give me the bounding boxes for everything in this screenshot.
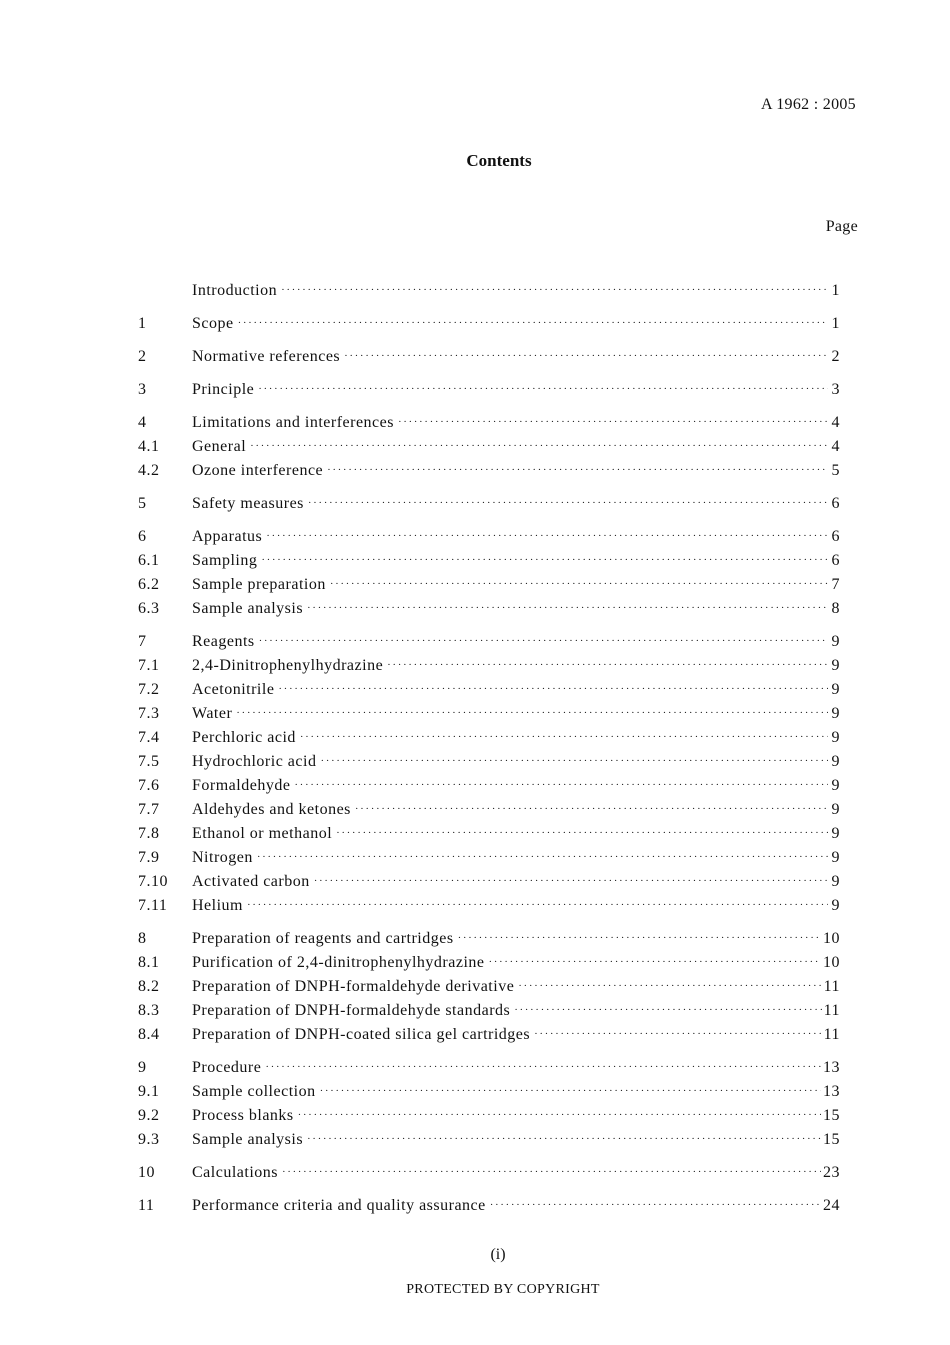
toc-entry-title: Scope — [192, 315, 234, 332]
toc-entry[interactable] — [138, 681, 840, 705]
toc-entry-number: 3 — [138, 381, 147, 398]
toc-entry-page: 9 — [831, 825, 840, 842]
dot-leader — [458, 932, 821, 944]
toc-entry[interactable] — [138, 1107, 840, 1131]
toc-entry-title: Hydrochloric acid — [192, 753, 317, 770]
toc-entry-title: Preparation of reagents and cartridges — [192, 930, 454, 947]
toc-entry-title: 2,4-Dinitrophenylhydrazine — [192, 657, 384, 674]
toc-entry-title: Calculations — [192, 1164, 278, 1181]
toc-group — [138, 1197, 840, 1221]
toc-entry-page: 10 — [823, 930, 840, 947]
toc-entry-title: Preparation of DNPH-formaldehyde standards — [192, 1002, 511, 1019]
table-of-contents — [138, 282, 840, 1230]
toc-entry[interactable] — [138, 495, 840, 519]
toc-entry-number: 9.2 — [138, 1107, 160, 1124]
toc-entry-page: 9 — [831, 873, 840, 890]
toc-entry-number: 11 — [138, 1197, 155, 1214]
toc-entry-title: Acetonitrile — [192, 681, 275, 698]
dot-leader — [298, 1109, 821, 1121]
dot-leader — [488, 956, 821, 968]
toc-group — [138, 528, 840, 624]
toc-entry-page: 9 — [831, 801, 840, 818]
toc-entry-title: Ozone interference — [192, 462, 324, 479]
toc-entry-title: Preparation of DNPH-coated silica gel cartridges — [192, 1026, 531, 1043]
toc-entry[interactable] — [138, 801, 840, 825]
toc-entry-page: 9 — [831, 705, 840, 722]
toc-entry-number: 5 — [138, 495, 147, 512]
dot-leader — [534, 1028, 821, 1040]
toc-entry-title: Sample collection — [192, 1083, 316, 1100]
toc-entry-number: 7.2 — [138, 681, 160, 698]
dot-leader — [300, 731, 828, 743]
toc-entry-page: 11 — [823, 1002, 840, 1019]
toc-entry-number: 9 — [138, 1059, 147, 1076]
dot-leader — [294, 779, 828, 791]
copyright-footer: PROTECTED BY COPYRIGHT — [406, 1282, 600, 1297]
dot-leader — [518, 980, 821, 992]
toc-entry-title: Sample preparation — [192, 576, 326, 593]
toc-entry-title: Procedure — [192, 1059, 262, 1076]
toc-entry-number: 7.11 — [138, 897, 168, 914]
toc-group — [138, 414, 840, 486]
toc-entry-page: 9 — [831, 681, 840, 698]
toc-group — [138, 348, 840, 372]
toc-entry-number: 7.8 — [138, 825, 160, 842]
toc-entry-title: Aldehydes and ketones — [192, 801, 351, 818]
dot-leader — [307, 1133, 821, 1145]
dot-leader — [308, 497, 828, 509]
toc-entry-page: 6 — [831, 495, 840, 512]
dot-leader — [314, 875, 828, 887]
toc-entry[interactable] — [138, 1059, 840, 1083]
toc-entry[interactable] — [138, 633, 840, 657]
dot-leader — [258, 383, 828, 395]
dot-leader — [259, 635, 828, 647]
toc-entry-page: 5 — [831, 462, 840, 479]
toc-group — [138, 282, 840, 306]
toc-entry-number: 8.2 — [138, 978, 160, 995]
toc-entry-page: 7 — [831, 576, 840, 593]
toc-entry-title: Safety measures — [192, 495, 304, 512]
toc-entry-page: 13 — [823, 1059, 840, 1076]
page-number: (i) — [490, 1246, 506, 1263]
toc-entry-title: Principle — [192, 381, 255, 398]
toc-entry-page: 9 — [831, 729, 840, 746]
toc-entry-page: 9 — [831, 777, 840, 794]
dot-leader — [387, 659, 828, 671]
toc-entry-page: 9 — [831, 849, 840, 866]
toc-group — [138, 315, 840, 339]
toc-entry-title: Normative references — [192, 348, 341, 365]
toc-entry-number: 7.5 — [138, 753, 160, 770]
toc-entry-number: 8 — [138, 930, 147, 947]
toc-entry-title: Perchloric acid — [192, 729, 296, 746]
toc-entry-title: Preparation of DNPH-formaldehyde derivative — [192, 978, 515, 995]
toc-entry-title: Activated carbon — [192, 873, 310, 890]
toc-entry-page: 15 — [823, 1107, 840, 1124]
dot-leader — [261, 554, 828, 566]
toc-entry-number: 7.1 — [138, 657, 160, 674]
dot-leader — [320, 1085, 821, 1097]
toc-entry[interactable] — [138, 381, 840, 405]
toc-entry-number: 4.1 — [138, 438, 160, 455]
toc-entry-page: 1 — [831, 282, 840, 299]
toc-entry-number: 7.6 — [138, 777, 160, 794]
dot-leader — [327, 464, 828, 476]
toc-entry-page: 24 — [823, 1197, 840, 1214]
toc-entry-number: 7.9 — [138, 849, 160, 866]
toc-group — [138, 1059, 840, 1155]
toc-group — [138, 381, 840, 405]
dot-leader — [307, 602, 828, 614]
toc-entry[interactable] — [138, 1026, 840, 1050]
dot-leader — [265, 1061, 821, 1073]
toc-entry[interactable] — [138, 348, 840, 372]
toc-entry[interactable] — [138, 978, 840, 1002]
toc-entry[interactable] — [138, 414, 840, 438]
toc-entry[interactable] — [138, 930, 840, 954]
toc-entry[interactable] — [138, 1083, 840, 1107]
toc-entry[interactable] — [138, 1002, 840, 1026]
toc-entry-title: Performance criteria and quality assurance — [192, 1197, 486, 1214]
toc-entry-number: 7 — [138, 633, 147, 650]
toc-entry[interactable] — [138, 705, 840, 729]
toc-entry-number: 9.1 — [138, 1083, 160, 1100]
standard-identifier: A 1962 : 2005 — [760, 96, 856, 113]
toc-entry[interactable] — [138, 438, 840, 462]
toc-entry[interactable] — [138, 528, 840, 552]
toc-entry-page: 23 — [823, 1164, 840, 1181]
toc-entry[interactable] — [138, 576, 840, 600]
toc-entry[interactable] — [138, 1131, 840, 1155]
toc-entry-title: Sampling — [192, 552, 258, 569]
toc-entry[interactable] — [138, 1164, 840, 1188]
toc-group — [138, 633, 840, 921]
toc-group — [138, 1164, 840, 1188]
toc-entry-page: 10 — [823, 954, 840, 971]
dot-leader — [257, 851, 828, 863]
toc-entry-number: 8.1 — [138, 954, 160, 971]
toc-entry-number: 2 — [138, 348, 147, 365]
toc-entry-page: 8 — [831, 600, 840, 617]
dot-leader — [344, 350, 828, 362]
dot-leader — [282, 1166, 821, 1178]
dot-leader — [355, 803, 828, 815]
toc-entry[interactable] — [138, 897, 840, 921]
toc-entry[interactable] — [138, 282, 840, 306]
toc-entry-title: General — [192, 438, 247, 455]
toc-entry[interactable] — [138, 753, 840, 777]
toc-entry[interactable] — [138, 1197, 840, 1221]
toc-group — [138, 930, 840, 1050]
dot-leader — [330, 578, 828, 590]
toc-entry-page: 11 — [823, 978, 840, 995]
dot-leader — [278, 683, 828, 695]
toc-entry-title: Nitrogen — [192, 849, 253, 866]
toc-entry-page: 6 — [831, 552, 840, 569]
toc-entry-page: 13 — [823, 1083, 840, 1100]
toc-entry-page: 1 — [831, 315, 840, 332]
toc-entry-page: 6 — [831, 528, 840, 545]
toc-entry-page: 9 — [831, 633, 840, 650]
dot-leader — [514, 1004, 821, 1016]
toc-entry-page: 4 — [831, 438, 840, 455]
toc-entry-number: 7.10 — [138, 873, 168, 890]
toc-entry[interactable] — [138, 657, 840, 681]
toc-entry-number: 8.4 — [138, 1026, 160, 1043]
dot-leader — [250, 440, 828, 452]
toc-entry-page: 3 — [831, 381, 840, 398]
toc-entry[interactable] — [138, 873, 840, 897]
toc-entry-title: Limitations and interferences — [192, 414, 394, 431]
toc-entry[interactable] — [138, 552, 840, 576]
toc-entry-title: Apparatus — [192, 528, 263, 545]
toc-entry-page: 11 — [823, 1026, 840, 1043]
toc-entry-number: 6.3 — [138, 600, 160, 617]
toc-entry-number: 7.7 — [138, 801, 160, 818]
toc-entry-number: 6 — [138, 528, 147, 545]
toc-entry-number: 6.1 — [138, 552, 160, 569]
toc-entry-page: 9 — [831, 657, 840, 674]
dot-leader — [336, 827, 828, 839]
toc-entry-number: 4.2 — [138, 462, 160, 479]
toc-entry[interactable] — [138, 729, 840, 753]
toc-entry-title: Ethanol or methanol — [192, 825, 333, 842]
toc-entry-number: 9.3 — [138, 1131, 160, 1148]
toc-entry-page: 9 — [831, 897, 840, 914]
dot-leader — [266, 530, 828, 542]
toc-entry[interactable] — [138, 849, 840, 873]
dot-leader — [236, 707, 828, 719]
toc-entry-number: 4 — [138, 414, 147, 431]
dot-leader — [490, 1199, 821, 1211]
toc-entry[interactable] — [138, 315, 840, 339]
page-column-label: Page — [825, 218, 858, 235]
toc-entry-page: 4 — [831, 414, 840, 431]
toc-entry-number: 7.3 — [138, 705, 160, 722]
toc-entry-title: Reagents — [192, 633, 255, 650]
dot-leader — [320, 755, 828, 767]
toc-entry-title: Sample analysis — [192, 1131, 304, 1148]
toc-entry-number: 10 — [138, 1164, 155, 1181]
toc-entry[interactable] — [138, 777, 840, 801]
toc-group — [138, 495, 840, 519]
toc-entry-title: Introduction — [192, 282, 278, 299]
toc-entry-title: Helium — [192, 897, 243, 914]
toc-entry[interactable] — [138, 600, 840, 624]
toc-entry-title: Process blanks — [192, 1107, 294, 1124]
toc-entry[interactable] — [138, 462, 840, 486]
dot-leader — [238, 317, 828, 329]
toc-entry[interactable] — [138, 954, 840, 978]
toc-entry-page: 9 — [831, 753, 840, 770]
toc-entry-page: 15 — [823, 1131, 840, 1148]
dot-leader — [247, 899, 828, 911]
toc-entry-title: Purification of 2,4-dinitrophenylhydrazine — [192, 954, 485, 971]
toc-entry-number: 8.3 — [138, 1002, 160, 1019]
toc-entry-number: 6.2 — [138, 576, 160, 593]
dot-leader — [281, 284, 828, 296]
toc-entry-number: 7.4 — [138, 729, 160, 746]
toc-entry-title: Water — [192, 705, 233, 722]
toc-entry[interactable] — [138, 825, 840, 849]
page-title: Contents — [466, 151, 532, 170]
toc-entry-number: 1 — [138, 315, 147, 332]
toc-entry-title: Formaldehyde — [192, 777, 291, 794]
dot-leader — [398, 416, 828, 428]
toc-entry-page: 2 — [831, 348, 840, 365]
toc-entry-title: Sample analysis — [192, 600, 304, 617]
